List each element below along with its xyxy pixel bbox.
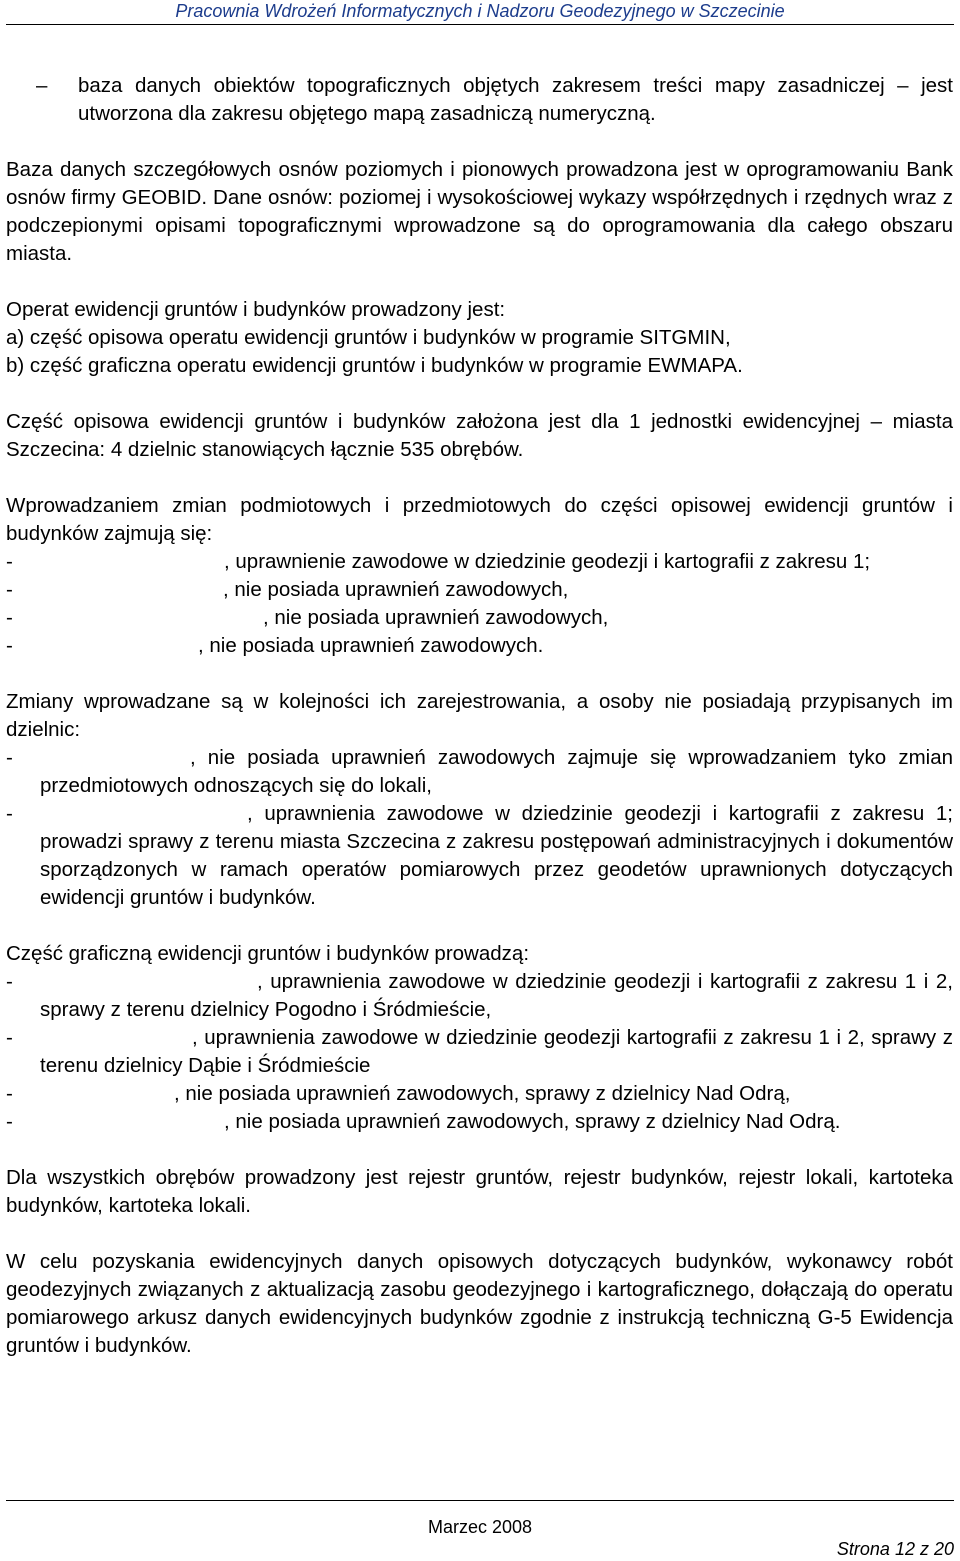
paragraph-czesc-opisowa: Część opisowa ewidencji gruntów i budynków założona jest dla 1 jednostki ewidencyjnej – miasta Szczecina: 4 dzielnic stanowiących łącznie 535 obrębów. — [6, 410, 953, 461]
list-item-graphic — [6, 968, 953, 1024]
list-marker: - — [6, 1082, 13, 1105]
paragraph-osnowy: Baza danych szczegółowych osnów poziomych i pionowych prowadzona jest w oprogramowaniu Bank osnów firmy GEOBID. Dane osnów: poziomej i wysokościowej wykazy współrzędnych i rzędnych wraz z podczepionymi opisami topograficznymi wprowadzone są do oprogramowania dla całego obszaru miasta. — [6, 158, 953, 265]
list-item-desc — [6, 576, 953, 604]
list-item-text: , uprawnienia zawodowe w dziedzinie geodezji kartografii z zakresu 1 i 2, sprawy z terenu dzielnicy Dąbie i Śródmieście — [40, 1026, 953, 1077]
intro-list-text: baza danych obiektów topograficznych objętych zakresem treści mapy zasadniczej – jest utworzona dla zakresu objętego mapą zasadniczą numeryczną. — [78, 74, 953, 125]
list-item-desc — [6, 604, 953, 632]
list-item-graphic — [6, 1108, 953, 1136]
list-marker: - — [6, 1110, 13, 1133]
list-marker: - — [6, 802, 13, 825]
list-item-graphic — [6, 1080, 953, 1108]
paragraph-dane-opisowe: W celu pozyskania ewidencyjnych danych opisowych dotyczących budynków, wykonawcy robót geodezyjnych związanych z aktualizacją zasobu geodezyjnego i kartograficznego, dołączają do operatu pomiarowego arkusz danych ewidencyjnych budynków zgodnie z instrukcją techniczną G-5 Ewidencja gruntów i budynków. — [6, 1250, 953, 1357]
page-number: Strona 12 z 20 — [836, 1539, 954, 1559]
paragraph-zmiany-intro: Zmiany wprowadzane są w kolejności ich zarejestrowania, a osoby nie posiadają przypisanych im dzielnic: — [6, 690, 953, 741]
list-marker: - — [6, 606, 13, 629]
list-item-changes — [6, 800, 953, 912]
intro-list-item — [6, 72, 953, 128]
paragraph-rejestry: Dla wszystkich obrębów prowadzony jest rejestr gruntów, rejestr budynków, rejestr lokali, kartoteka budynków, kartoteka lokali. — [6, 1166, 953, 1217]
list-item-text: , nie posiada uprawnień zawodowych, sprawy z dzielnicy Nad Odrą. — [224, 1110, 841, 1133]
list-item-text: , nie posiada uprawnień zawodowych, sprawy z dzielnicy Nad Odrą, — [174, 1082, 791, 1105]
list-item-text: , nie posiada uprawnień zawodowych zajmuje się wprowadzaniem tyko zmian przedmiotowych odnoszących się do lokali, — [40, 746, 953, 797]
list-item-desc — [6, 632, 953, 660]
list-marker: - — [6, 634, 13, 657]
list-marker: - — [6, 1026, 13, 1049]
list-marker: - — [6, 746, 13, 769]
paragraph-operat-a: a) część opisowa operatu ewidencji gruntów i budynków w programie SITGMIN, — [6, 326, 731, 349]
paragraph-operat-b: b) część graficzna operatu ewidencji gruntów i budynków w programie EWMAPA. — [6, 354, 743, 377]
list-item-graphic — [6, 1024, 953, 1080]
paragraph-wprowadzanie-intro: Wprowadzaniem zmian podmiotowych i przedmiotowych do części opisowej ewidencji gruntów i budynków zajmują się: — [6, 494, 953, 545]
list-item-desc — [6, 548, 953, 576]
header-rule — [6, 24, 954, 25]
page-header: Pracownia Wdrożeń Informatycznych i Nadzoru Geodezyjnego w Szczecinie — [175, 1, 785, 21]
list-item-text: , uprawnienia zawodowe w dziedzinie geodezji i kartografii z zakresu 1; prowadzi sprawy z terenu miasta Szczecina z zakresu postępowań administracyjnych i dokumentów sporządzonych w ramach operatów pomiarowych przez geodetów uprawnionych dotyczących ewidencji gruntów i budynków. — [40, 802, 953, 909]
list-item-text: , uprawnienie zawodowe w dziedzinie geodezji i kartografii z zakresu 1; — [224, 550, 871, 573]
list-item-text: , nie posiada uprawnień zawodowych, — [223, 578, 569, 601]
list-marker: - — [6, 578, 13, 601]
list-item-text: , nie posiada uprawnień zawodowych, — [263, 606, 609, 629]
document-body — [6, 72, 953, 1360]
list-item-text: , nie posiada uprawnień zawodowych. — [198, 634, 544, 657]
footer-date: Marzec 2008 — [427, 1517, 533, 1537]
list-item-changes — [6, 744, 953, 800]
list-marker: - — [6, 550, 13, 573]
footer-rule — [6, 1500, 954, 1501]
paragraph-graficzna-intro: Część graficzną ewidencji gruntów i budynków prowadzą: — [6, 942, 530, 965]
list-item-text: , uprawnienia zawodowe w dziedzinie geodezji i kartografii z zakresu 1 i 2, sprawy z terenu dzielnicy Pogodno i Śródmieście, — [40, 970, 953, 1021]
paragraph-operat-intro: Operat ewidencji gruntów i budynków prowadzony jest: — [6, 298, 506, 321]
list-marker: - — [6, 970, 13, 993]
dash-marker: – — [36, 74, 48, 97]
